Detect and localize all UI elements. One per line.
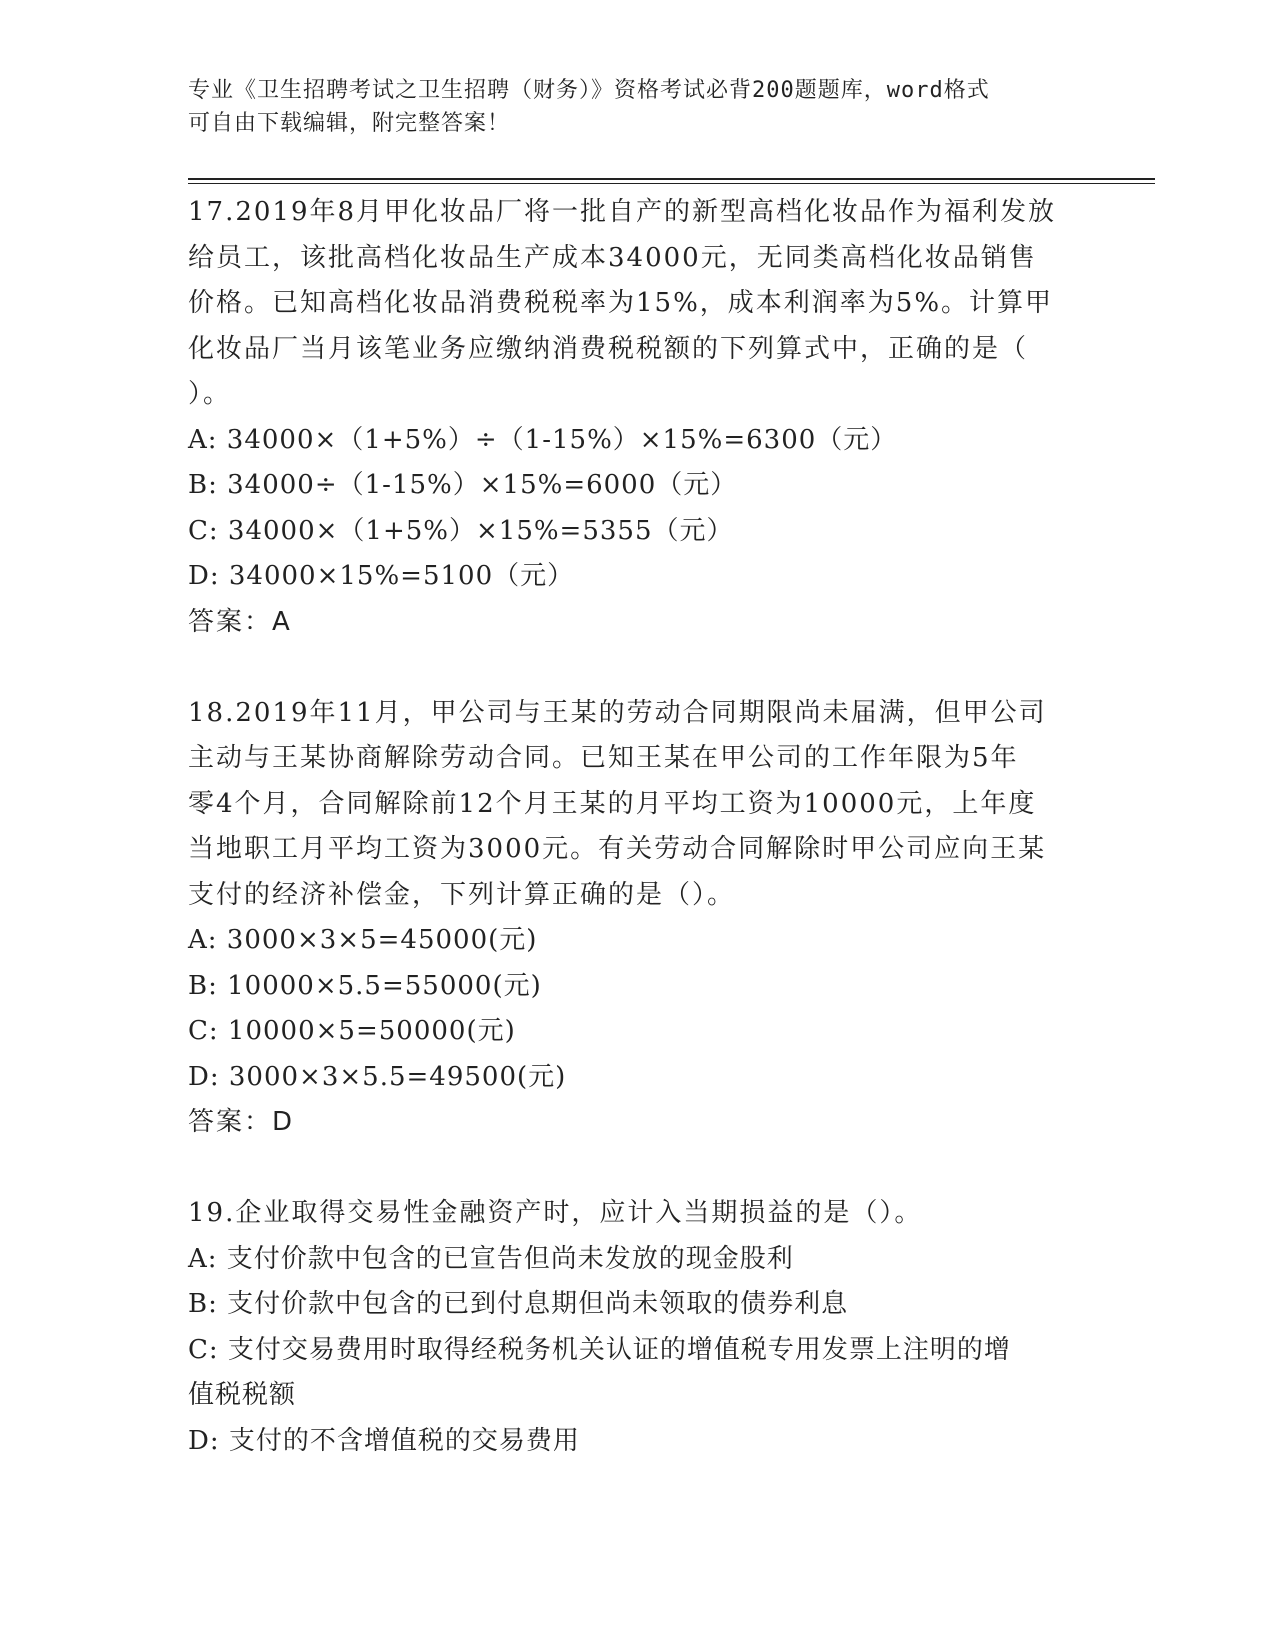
question-19 <box>188 1191 1088 1464</box>
option-c: C: 34000×（1+5%）×15%=5355（元） <box>188 515 734 546</box>
option-b: B: 34000÷（1-15%）×15%=6000（元） <box>188 470 738 500</box>
option-c: C: 10000×5=50000(元) <box>188 1016 516 1046</box>
stem-line: 主动与王某协商解除劳动合同。已知王某在甲公司的工作年限为5年 <box>188 743 1019 773</box>
header-divider-thick <box>188 178 1155 180</box>
option-d: D: 34000×15%=5100（元） <box>188 561 575 591</box>
option-c: C: 支付交易费用时取得经税务机关认证的增值税专用发票上注明的增 <box>188 1334 1011 1365</box>
option-b: B: 支付价款中包含的已到付息期但尚未领取的债券利息 <box>188 1289 849 1319</box>
option-a: A: 支付价款中包含的已宣告但尚未发放的现金股利 <box>188 1243 794 1274</box>
stem-line: 支付的经济补偿金，下列计算正确的是（）。 <box>188 879 736 910</box>
stem-line: 当地职工月平均工资为3000元。有关劳动合同解除时甲公司应向王某 <box>188 834 1047 864</box>
header-title-line-2: 可自由下载编辑，附完整答案！ <box>188 111 511 136</box>
question-18 <box>188 691 1088 1146</box>
header-divider-thin <box>188 183 1155 184</box>
stem-line: 19.企业取得交易性金融资产时，应计入当期损益的是（）。 <box>188 1198 923 1228</box>
option-d: D: 3000×3×5.5=49500(元) <box>188 1061 567 1092</box>
option-c-continued: 值税税额 <box>188 1380 297 1410</box>
option-b: B: 10000×5.5=55000(元) <box>188 970 542 1001</box>
question-list <box>188 190 1088 1464</box>
stem-line: 零4个月，合同解除前12个月王某的月平均工资为10000元，上年度 <box>188 788 1037 819</box>
option-a: A: 34000×（1+5%）÷（1-15%）×15%=6300（元） <box>188 424 898 455</box>
question-17 <box>188 190 1088 645</box>
question-stem <box>188 190 1088 418</box>
document-header <box>188 74 1068 140</box>
stem-line: 18.2019年11月，甲公司与王某的劳动合同期限尚未届满，但甲公司 <box>188 697 1047 728</box>
question-stem <box>188 1191 1088 1237</box>
answer-line: 答案：D <box>188 1107 295 1137</box>
stem-line: 17.2019年8月甲化妆品厂将一批自产的新型高档化妆品作为福利发放 <box>188 197 1057 227</box>
option-d: D: 支付的不含增值税的交易费用 <box>188 1425 580 1456</box>
option-a: A: 3000×3×5=45000(元) <box>188 925 538 955</box>
stem-line: ）。 <box>188 379 232 409</box>
stem-line: 价格。已知高档化妆品消费税税率为15%，成本利润率为5%。计算甲 <box>188 288 1054 318</box>
header-title-line-1: 专业《卫生招聘考试之卫生招聘（财务）》资格考试必背200题题库，word格式 <box>188 78 990 103</box>
question-stem <box>188 691 1088 919</box>
stem-line: 给员工，该批高档化妆品生产成本34000元，无同类高档化妆品销售 <box>188 242 1037 273</box>
stem-line: 化妆品厂当月该笔业务应缴纳消费税税额的下列算式中，正确的是（ <box>188 333 1029 364</box>
question-gap <box>188 1146 1088 1192</box>
question-gap <box>188 645 1088 691</box>
answer-line: 答案：A <box>188 606 292 637</box>
